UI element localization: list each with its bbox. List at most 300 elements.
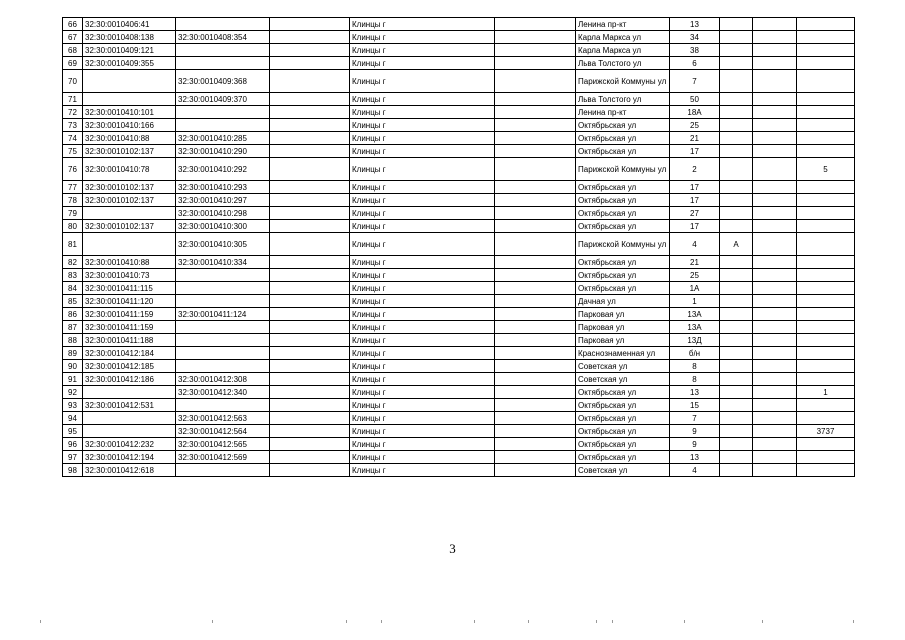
- apartment-number-cell: [797, 132, 855, 145]
- row-number-cell: 94: [63, 412, 83, 425]
- building-letter-cell: [720, 119, 753, 132]
- house-number-cell: 13: [670, 18, 720, 31]
- empty-cell: [495, 18, 576, 31]
- row-number-cell: 87: [63, 321, 83, 334]
- house-number-cell: 21: [670, 256, 720, 269]
- empty-cell: [270, 44, 350, 57]
- cadastral-number-cell: 32:30:0010410:88: [83, 132, 176, 145]
- empty-cell: [753, 145, 797, 158]
- street-cell: Парижской Коммуны ул: [576, 70, 670, 93]
- related-cadastral-number-cell: [176, 18, 270, 31]
- building-letter-cell: [720, 18, 753, 31]
- table-body: [63, 18, 855, 477]
- table-row: [63, 256, 855, 269]
- empty-cell: [753, 119, 797, 132]
- empty-cell: [495, 464, 576, 477]
- table-row: [63, 158, 855, 181]
- building-letter-cell: [720, 256, 753, 269]
- empty-cell: [753, 31, 797, 44]
- empty-cell: [753, 181, 797, 194]
- cadastral-number-cell: 32:30:0010410:101: [83, 106, 176, 119]
- empty-cell: [753, 412, 797, 425]
- street-cell: Октябрьская ул: [576, 386, 670, 399]
- city-cell: Клинцы г: [350, 18, 495, 31]
- empty-cell: [270, 207, 350, 220]
- related-cadastral-number-cell: 32:30:0010410:285: [176, 132, 270, 145]
- empty-cell: [753, 256, 797, 269]
- row-number-cell: 72: [63, 106, 83, 119]
- house-number-cell: 13: [670, 386, 720, 399]
- building-letter-cell: [720, 106, 753, 119]
- row-number-cell: 89: [63, 347, 83, 360]
- empty-cell: [753, 321, 797, 334]
- cadastral-number-cell: 32:30:0010409:121: [83, 44, 176, 57]
- empty-cell: [495, 334, 576, 347]
- cadastral-number-cell: [83, 70, 176, 93]
- related-cadastral-number-cell: 32:30:0010412:340: [176, 386, 270, 399]
- table-row: [63, 412, 855, 425]
- house-number-cell: 38: [670, 44, 720, 57]
- city-cell: Клинцы г: [350, 386, 495, 399]
- row-number-cell: 74: [63, 132, 83, 145]
- empty-cell: [753, 308, 797, 321]
- building-letter-cell: [720, 412, 753, 425]
- street-cell: Октябрьская ул: [576, 451, 670, 464]
- building-letter-cell: [720, 132, 753, 145]
- building-letter-cell: [720, 334, 753, 347]
- cadastral-number-cell: 32:30:0010412:232: [83, 438, 176, 451]
- house-number-cell: б/н: [670, 347, 720, 360]
- related-cadastral-number-cell: [176, 464, 270, 477]
- house-number-cell: 15: [670, 399, 720, 412]
- cadastral-number-cell: [83, 207, 176, 220]
- empty-cell: [495, 207, 576, 220]
- street-cell: Ленина пр-кт: [576, 106, 670, 119]
- related-cadastral-number-cell: 32:30:0010410:293: [176, 181, 270, 194]
- empty-cell: [495, 132, 576, 145]
- empty-cell: [495, 399, 576, 412]
- city-cell: Клинцы г: [350, 269, 495, 282]
- empty-cell: [270, 425, 350, 438]
- empty-cell: [270, 158, 350, 181]
- empty-cell: [753, 399, 797, 412]
- row-number-cell: 95: [63, 425, 83, 438]
- related-cadastral-number-cell: 32:30:0010412:308: [176, 373, 270, 386]
- table-row: [63, 451, 855, 464]
- row-number-cell: 78: [63, 194, 83, 207]
- row-number-cell: 81: [63, 233, 83, 256]
- cadastral-number-cell: 32:30:0010411:159: [83, 308, 176, 321]
- street-cell: Советская ул: [576, 360, 670, 373]
- house-number-cell: 1А: [670, 282, 720, 295]
- table-row: [63, 132, 855, 145]
- cadastral-number-cell: 32:30:0010406:41: [83, 18, 176, 31]
- table-row: [63, 425, 855, 438]
- empty-cell: [495, 119, 576, 132]
- building-letter-cell: [720, 93, 753, 106]
- row-number-cell: 93: [63, 399, 83, 412]
- building-letter-cell: [720, 207, 753, 220]
- empty-cell: [495, 181, 576, 194]
- cadastral-number-cell: 32:30:0010411:115: [83, 282, 176, 295]
- city-cell: Клинцы г: [350, 347, 495, 360]
- empty-cell: [753, 18, 797, 31]
- city-cell: Клинцы г: [350, 70, 495, 93]
- apartment-number-cell: [797, 256, 855, 269]
- street-cell: Октябрьская ул: [576, 194, 670, 207]
- empty-cell: [753, 106, 797, 119]
- city-cell: Клинцы г: [350, 282, 495, 295]
- cadastral-number-cell: 32:30:0010412:618: [83, 464, 176, 477]
- building-letter-cell: [720, 220, 753, 233]
- empty-cell: [495, 106, 576, 119]
- empty-cell: [495, 158, 576, 181]
- street-cell: Советская ул: [576, 464, 670, 477]
- street-cell: Парижской Коммуны ул: [576, 233, 670, 256]
- row-number-cell: 83: [63, 269, 83, 282]
- empty-cell: [495, 360, 576, 373]
- empty-cell: [753, 70, 797, 93]
- apartment-number-cell: [797, 57, 855, 70]
- empty-cell: [495, 451, 576, 464]
- empty-cell: [270, 295, 350, 308]
- empty-cell: [495, 321, 576, 334]
- city-cell: Клинцы г: [350, 31, 495, 44]
- empty-cell: [753, 386, 797, 399]
- building-letter-cell: [720, 425, 753, 438]
- empty-cell: [753, 57, 797, 70]
- house-number-cell: 8: [670, 373, 720, 386]
- row-number-cell: 85: [63, 295, 83, 308]
- street-cell: Льва Толстого ул: [576, 57, 670, 70]
- city-cell: Клинцы г: [350, 57, 495, 70]
- related-cadastral-number-cell: [176, 360, 270, 373]
- apartment-number-cell: [797, 93, 855, 106]
- street-cell: Октябрьская ул: [576, 412, 670, 425]
- building-letter-cell: [720, 321, 753, 334]
- apartment-number-cell: [797, 145, 855, 158]
- empty-cell: [495, 93, 576, 106]
- empty-cell: [753, 233, 797, 256]
- street-cell: Октябрьская ул: [576, 282, 670, 295]
- empty-cell: [270, 269, 350, 282]
- city-cell: Клинцы г: [350, 334, 495, 347]
- row-number-cell: 77: [63, 181, 83, 194]
- empty-cell: [270, 119, 350, 132]
- empty-cell: [753, 220, 797, 233]
- related-cadastral-number-cell: [176, 44, 270, 57]
- empty-cell: [495, 57, 576, 70]
- row-number-cell: 70: [63, 70, 83, 93]
- related-cadastral-number-cell: 32:30:0010410:298: [176, 207, 270, 220]
- cadastral-number-cell: 32:30:0010410:73: [83, 269, 176, 282]
- building-letter-cell: [720, 269, 753, 282]
- empty-cell: [753, 93, 797, 106]
- street-cell: Октябрьская ул: [576, 132, 670, 145]
- cadastral-number-cell: 32:30:0010102:137: [83, 220, 176, 233]
- cadastral-number-cell: 32:30:0010411:120: [83, 295, 176, 308]
- apartment-number-cell: [797, 412, 855, 425]
- apartment-number-cell: [797, 70, 855, 93]
- building-letter-cell: [720, 438, 753, 451]
- empty-cell: [495, 269, 576, 282]
- street-cell: Октябрьская ул: [576, 425, 670, 438]
- empty-cell: [270, 464, 350, 477]
- apartment-number-cell: 1: [797, 386, 855, 399]
- city-cell: Клинцы г: [350, 295, 495, 308]
- scan-artifact-dots: [0, 620, 905, 630]
- empty-cell: [270, 93, 350, 106]
- empty-cell: [495, 220, 576, 233]
- cadastral-number-cell: 32:30:0010409:355: [83, 57, 176, 70]
- building-letter-cell: [720, 373, 753, 386]
- related-cadastral-number-cell: 32:30:0010410:300: [176, 220, 270, 233]
- street-cell: Карла Маркса ул: [576, 44, 670, 57]
- house-number-cell: 13А: [670, 321, 720, 334]
- apartment-number-cell: [797, 399, 855, 412]
- apartment-number-cell: [797, 233, 855, 256]
- street-cell: Октябрьская ул: [576, 119, 670, 132]
- building-letter-cell: [720, 308, 753, 321]
- house-number-cell: 17: [670, 220, 720, 233]
- related-cadastral-number-cell: [176, 399, 270, 412]
- house-number-cell: 13А: [670, 308, 720, 321]
- empty-cell: [495, 70, 576, 93]
- row-number-cell: 67: [63, 31, 83, 44]
- apartment-number-cell: [797, 269, 855, 282]
- apartment-number-cell: [797, 321, 855, 334]
- empty-cell: [270, 438, 350, 451]
- empty-cell: [753, 282, 797, 295]
- street-cell: Октябрьская ул: [576, 220, 670, 233]
- table-row: [63, 269, 855, 282]
- cadastral-number-cell: 32:30:0010411:159: [83, 321, 176, 334]
- empty-cell: [495, 194, 576, 207]
- empty-cell: [270, 412, 350, 425]
- empty-cell: [495, 233, 576, 256]
- city-cell: Клинцы г: [350, 256, 495, 269]
- related-cadastral-number-cell: 32:30:0010412:563: [176, 412, 270, 425]
- table-row: [63, 145, 855, 158]
- related-cadastral-number-cell: [176, 282, 270, 295]
- house-number-cell: 6: [670, 57, 720, 70]
- table-row: [63, 194, 855, 207]
- street-cell: Краснознаменная ул: [576, 347, 670, 360]
- city-cell: Клинцы г: [350, 207, 495, 220]
- city-cell: Клинцы г: [350, 220, 495, 233]
- empty-cell: [495, 373, 576, 386]
- table-row: [63, 119, 855, 132]
- table-row: [63, 438, 855, 451]
- house-number-cell: 1: [670, 295, 720, 308]
- empty-cell: [495, 308, 576, 321]
- apartment-number-cell: [797, 207, 855, 220]
- empty-cell: [753, 44, 797, 57]
- building-letter-cell: [720, 360, 753, 373]
- table-row: [63, 181, 855, 194]
- building-letter-cell: [720, 31, 753, 44]
- row-number-cell: 75: [63, 145, 83, 158]
- related-cadastral-number-cell: [176, 269, 270, 282]
- apartment-number-cell: [797, 438, 855, 451]
- related-cadastral-number-cell: 32:30:0010410:297: [176, 194, 270, 207]
- table-row: [63, 18, 855, 31]
- empty-cell: [495, 295, 576, 308]
- related-cadastral-number-cell: 32:30:0010408:354: [176, 31, 270, 44]
- table-row: [63, 347, 855, 360]
- cadastral-number-cell: 32:30:0010102:137: [83, 181, 176, 194]
- empty-cell: [495, 347, 576, 360]
- table-row: [63, 464, 855, 477]
- house-number-cell: 17: [670, 145, 720, 158]
- house-number-cell: 25: [670, 269, 720, 282]
- table-row: [63, 308, 855, 321]
- building-letter-cell: [720, 399, 753, 412]
- empty-cell: [270, 386, 350, 399]
- related-cadastral-number-cell: 32:30:0010409:370: [176, 93, 270, 106]
- house-number-cell: 18А: [670, 106, 720, 119]
- related-cadastral-number-cell: [176, 321, 270, 334]
- related-cadastral-number-cell: 32:30:0010412:565: [176, 438, 270, 451]
- house-number-cell: 21: [670, 132, 720, 145]
- apartment-number-cell: [797, 106, 855, 119]
- house-number-cell: 17: [670, 181, 720, 194]
- house-number-cell: 13: [670, 451, 720, 464]
- house-number-cell: 27: [670, 207, 720, 220]
- street-cell: Октябрьская ул: [576, 256, 670, 269]
- house-number-cell: 2: [670, 158, 720, 181]
- empty-cell: [753, 132, 797, 145]
- table-row: [63, 207, 855, 220]
- related-cadastral-number-cell: 32:30:0010410:290: [176, 145, 270, 158]
- related-cadastral-number-cell: [176, 57, 270, 70]
- related-cadastral-number-cell: [176, 119, 270, 132]
- empty-cell: [270, 256, 350, 269]
- house-number-cell: 17: [670, 194, 720, 207]
- apartment-number-cell: 5: [797, 158, 855, 181]
- row-number-cell: 88: [63, 334, 83, 347]
- empty-cell: [270, 145, 350, 158]
- row-number-cell: 76: [63, 158, 83, 181]
- building-letter-cell: [720, 181, 753, 194]
- empty-cell: [753, 334, 797, 347]
- empty-cell: [270, 106, 350, 119]
- building-letter-cell: [720, 295, 753, 308]
- cadastral-number-cell: 32:30:0010102:137: [83, 194, 176, 207]
- street-cell: Октябрьская ул: [576, 145, 670, 158]
- city-cell: Клинцы г: [350, 106, 495, 119]
- building-letter-cell: [720, 194, 753, 207]
- empty-cell: [270, 451, 350, 464]
- related-cadastral-number-cell: 32:30:0010410:305: [176, 233, 270, 256]
- empty-cell: [270, 321, 350, 334]
- cadastral-number-cell: 32:30:0010412:531: [83, 399, 176, 412]
- city-cell: Клинцы г: [350, 181, 495, 194]
- table-row: [63, 295, 855, 308]
- cadastral-number-cell: 32:30:0010411:188: [83, 334, 176, 347]
- building-letter-cell: [720, 347, 753, 360]
- street-cell: Парковая ул: [576, 308, 670, 321]
- street-cell: Октябрьская ул: [576, 207, 670, 220]
- empty-cell: [270, 132, 350, 145]
- city-cell: Клинцы г: [350, 425, 495, 438]
- empty-cell: [270, 181, 350, 194]
- cadastral-number-cell: 32:30:0010408:138: [83, 31, 176, 44]
- house-number-cell: 4: [670, 233, 720, 256]
- row-number-cell: 90: [63, 360, 83, 373]
- street-cell: Дачная ул: [576, 295, 670, 308]
- street-cell: Карла Маркса ул: [576, 31, 670, 44]
- house-number-cell: 4: [670, 464, 720, 477]
- cadastral-number-cell: [83, 233, 176, 256]
- street-cell: Парковая ул: [576, 321, 670, 334]
- empty-cell: [753, 295, 797, 308]
- apartment-number-cell: [797, 31, 855, 44]
- empty-cell: [495, 438, 576, 451]
- building-letter-cell: [720, 158, 753, 181]
- table-row: [63, 282, 855, 295]
- street-cell: Ленина пр-кт: [576, 18, 670, 31]
- cadastral-number-cell: 32:30:0010410:166: [83, 119, 176, 132]
- empty-cell: [495, 256, 576, 269]
- city-cell: Клинцы г: [350, 373, 495, 386]
- empty-cell: [753, 207, 797, 220]
- related-cadastral-number-cell: 32:30:0010412:569: [176, 451, 270, 464]
- building-letter-cell: [720, 145, 753, 158]
- street-cell: Льва Толстого ул: [576, 93, 670, 106]
- empty-cell: [495, 425, 576, 438]
- empty-cell: [753, 347, 797, 360]
- apartment-number-cell: [797, 295, 855, 308]
- building-letter-cell: [720, 57, 753, 70]
- street-cell: Октябрьская ул: [576, 269, 670, 282]
- empty-cell: [753, 425, 797, 438]
- empty-cell: [270, 233, 350, 256]
- row-number-cell: 71: [63, 93, 83, 106]
- row-number-cell: 97: [63, 451, 83, 464]
- city-cell: Клинцы г: [350, 132, 495, 145]
- street-cell: Парковая ул: [576, 334, 670, 347]
- empty-cell: [753, 194, 797, 207]
- empty-cell: [270, 194, 350, 207]
- city-cell: Клинцы г: [350, 119, 495, 132]
- city-cell: Клинцы г: [350, 438, 495, 451]
- street-cell: Октябрьская ул: [576, 181, 670, 194]
- empty-cell: [753, 451, 797, 464]
- row-number-cell: 86: [63, 308, 83, 321]
- building-letter-cell: [720, 386, 753, 399]
- related-cadastral-number-cell: 32:30:0010410:334: [176, 256, 270, 269]
- empty-cell: [270, 334, 350, 347]
- row-number-cell: 73: [63, 119, 83, 132]
- city-cell: Клинцы г: [350, 399, 495, 412]
- row-number-cell: 96: [63, 438, 83, 451]
- empty-cell: [270, 220, 350, 233]
- related-cadastral-number-cell: [176, 347, 270, 360]
- apartment-number-cell: [797, 347, 855, 360]
- apartment-number-cell: [797, 308, 855, 321]
- city-cell: Клинцы г: [350, 44, 495, 57]
- city-cell: Клинцы г: [350, 412, 495, 425]
- related-cadastral-number-cell: [176, 334, 270, 347]
- table-row: [63, 233, 855, 256]
- building-letter-cell: [720, 70, 753, 93]
- city-cell: Клинцы г: [350, 451, 495, 464]
- empty-cell: [270, 360, 350, 373]
- related-cadastral-number-cell: [176, 295, 270, 308]
- row-number-cell: 66: [63, 18, 83, 31]
- apartment-number-cell: 3737: [797, 425, 855, 438]
